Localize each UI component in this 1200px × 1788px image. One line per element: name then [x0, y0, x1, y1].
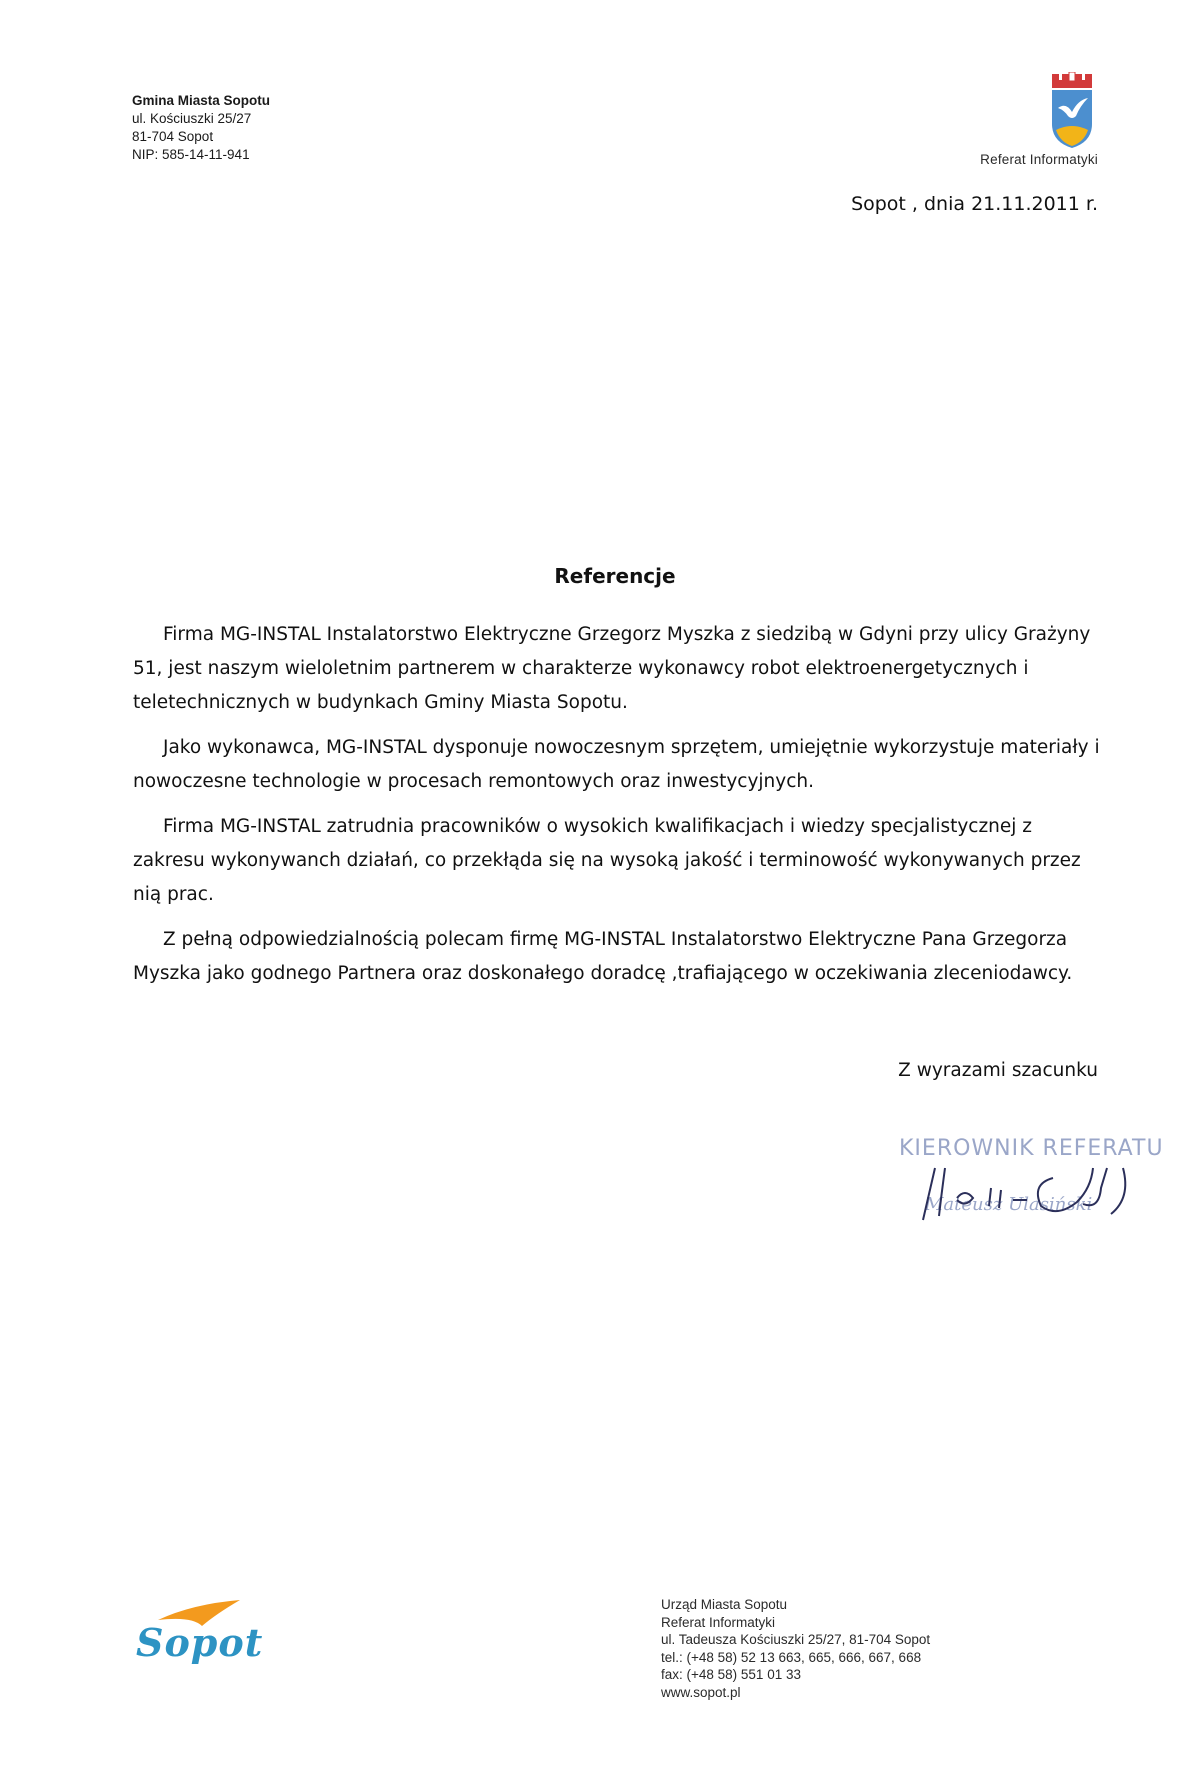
letter-body	[133, 618, 1101, 1002]
letter-title: Referencje	[554, 564, 676, 588]
sopot-coat-of-arms-icon	[1048, 72, 1096, 152]
stamp-name: Mateusz Ulasiński	[925, 1194, 1093, 1215]
official-stamp	[895, 1128, 1164, 1248]
body-paragraph: Z pełną odpowiedzialnością polecam firmę MG-INSTAL Instalatorstwo Elektryczne Pana Grzegorza Myszka jako godnego Partnera oraz doskonałego doradcę ,trafiającego w oczekiwania zleceniodawcy.	[133, 929, 1073, 984]
stamp-title: KIEROWNIK REFERATU	[899, 1136, 1164, 1161]
handwritten-signature	[895, 1128, 1145, 1248]
footer-contact-line: fax: (+48 58) 551 01 33	[661, 1667, 801, 1682]
footer-contact-line: Referat Informatyki	[661, 1614, 776, 1630]
sender-organization: Gmina Miasta Sopotu	[132, 93, 271, 108]
department-name: Referat Informatyki	[980, 152, 1098, 167]
body-paragraph: Firma MG-INSTAL Instalatorstwo Elektryczne Grzegorz Myszka z siedzibą w Gdyni przy ulicy Grażyny 51, jest naszym wieloletnim partnerem w charakterze wykonawcy robot elektroenergetycznych i teletechnicznych w budynkach Gminy Miasta Sopotu.	[133, 624, 1091, 713]
sender-address	[132, 92, 270, 164]
sender-city: 81-704 Sopot	[132, 129, 214, 144]
footer-contact	[661, 1596, 930, 1701]
body-paragraph: Firma MG-INSTAL zatrudnia pracowników o wysokich kwalifikacjach i wiedzy specjalistycznej z zakresu wykonywanch działań, co przekłąda się na wysoką jakość i terminowość wykonywanych przez nią prac.	[133, 816, 1081, 905]
sopot-city-logo	[136, 1598, 264, 1678]
body-paragraph: Jako wykonawca, MG-INSTAL dysponuje nowoczesnym sprzętem, umiejętnie wykorzystuje materiały i nowoczesne technologie w procesach remontowych oraz inwestycyjnych.	[133, 737, 1100, 792]
sender-street: ul. Kościuszki 25/27	[132, 111, 252, 126]
footer-website: www.sopot.pl	[661, 1684, 741, 1700]
sender-nip: NIP: 585-14-11-941	[132, 147, 250, 162]
closing-phrase: Z wyrazami szacunku	[898, 1060, 1098, 1081]
footer-contact-line: tel.: (+48 58) 52 13 663, 665, 666, 667, 668	[661, 1649, 922, 1665]
sopot-logo-text: Sopot	[136, 1620, 264, 1665]
letter-date: Sopot , dnia 21.11.2011 r.	[851, 193, 1098, 215]
footer-contact-line: Urząd Miasta Sopotu	[661, 1597, 788, 1612]
footer-contact-line: ul. Tadeusza Kościuszki 25/27, 81-704 Sopot	[661, 1632, 931, 1647]
